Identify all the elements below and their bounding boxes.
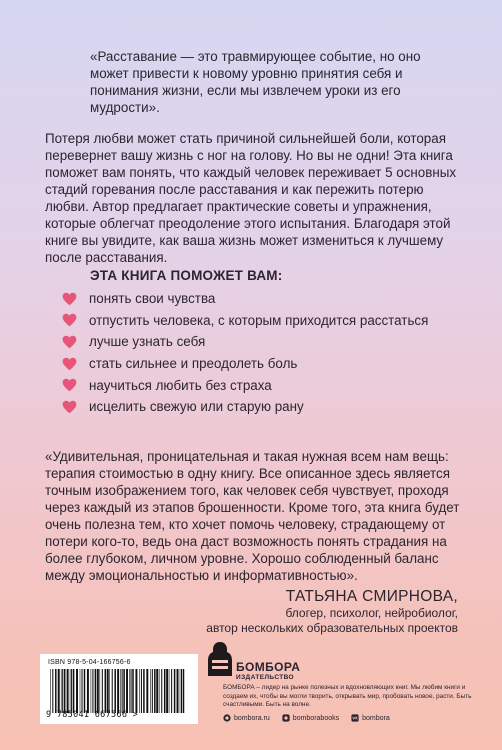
- benefit-text: лучше узнать себя: [89, 334, 206, 350]
- review-author: ТАТЬЯНА СМИРНОВА,: [285, 588, 458, 605]
- top-quote: «Расставание — это травмирующее событие, но оно может привести к новому уровню принятия себя и понимания жизни, если мы извлечем уроки из его мудрости».: [90, 49, 421, 115]
- barcode-bar: [80, 669, 81, 713]
- barcode-bar: [61, 669, 62, 713]
- author-role-line-1: блогер, психолог, нейробиолог,: [285, 606, 458, 620]
- barcode-bar: [58, 669, 60, 713]
- barcode-bar: [109, 669, 110, 713]
- barcode-bar: [139, 669, 140, 713]
- barcode-bar: [112, 669, 113, 713]
- barcode-bar: [105, 669, 107, 713]
- barcode-bar: [50, 669, 51, 713]
- publisher-socials: [223, 714, 402, 722]
- barcode-bar: [166, 669, 168, 713]
- barcode-bar: [87, 669, 89, 713]
- barcode-bar: [159, 669, 160, 713]
- barcode-bar: [76, 669, 78, 713]
- barcode-bar: [91, 669, 92, 713]
- instagram-icon: [282, 714, 290, 722]
- barcode-bar: [131, 669, 132, 713]
- barcode-image: [48, 669, 188, 713]
- barcode-bar: [177, 669, 179, 713]
- publisher-description: БОМБОРА – лидер на рынке полезных и вдохновляющих книг. Мы любим книги и создаем их, чтобы вы могли творить, открывать мир, пробовать новое, расти. Быть счастливыми. Быть на волне.: [223, 684, 472, 708]
- barcode-bar: [71, 669, 72, 713]
- publisher-name: БОМБОРА: [236, 660, 301, 674]
- book-description: Потеря любви может стать причиной сильнейшей боли, которая перевернет вашу жизнь с ног на голову. Но вы не одни! Эта книга поможет вам понять, что каждый человек переживает 5 основных стадий горевания после расставания и как пережить потерю любви. Автор предлагает практические советы и упражнения, которые облегчат преодоление этого испытания. Благодаря этой книге вы увидите, как ваша жизнь может измениться к лучшему после расставания.: [45, 131, 457, 265]
- globe-icon: [223, 714, 231, 722]
- benefits-title: ЭТА КНИГА ПОМОЖЕТ ВАМ:: [90, 268, 283, 283]
- social-vk: bombora: [351, 714, 390, 722]
- bombora-logo-icon: [207, 641, 233, 677]
- heart-icon: [62, 378, 77, 392]
- benefit-text: научиться любить без страха: [89, 377, 272, 393]
- barcode-bar: [122, 669, 123, 713]
- barcode-bar: [92, 669, 93, 713]
- barcode-bar: [82, 669, 83, 713]
- barcode-bar: [180, 669, 181, 713]
- barcode-bar: [152, 669, 153, 713]
- barcode-bar: [146, 669, 148, 713]
- barcode-bar: [97, 669, 99, 713]
- list-item: [62, 353, 482, 375]
- barcode-bar: [156, 669, 158, 713]
- heart-icon: [62, 313, 77, 327]
- author-role-line-2: автор нескольких образовательных проектов: [206, 621, 458, 635]
- barcode-bar: [135, 669, 137, 713]
- barcode-bar: [55, 669, 57, 713]
- barcode-bar: [120, 669, 121, 713]
- isbn-label: ISBN 978-5-04-166756-6: [48, 659, 131, 666]
- list-item: [62, 396, 482, 418]
- barcode-bar: [84, 669, 86, 713]
- barcode-bar: [123, 669, 125, 713]
- heart-icon: [62, 357, 77, 371]
- heart-icon: [62, 335, 77, 349]
- benefit-text: исцелить свежую или старую рану: [89, 399, 304, 415]
- barcode-bar: [73, 669, 75, 713]
- barcode-bar: [114, 669, 116, 713]
- publisher-subtitle: ИЗДАТЕЛЬСТВО: [236, 674, 295, 681]
- barcode-bar: [129, 669, 130, 713]
- barcode-digits: 9 785041 667566 >: [46, 710, 139, 720]
- barcode-bar: [102, 669, 103, 713]
- list-item: [62, 288, 482, 310]
- barcode-bar: [64, 669, 65, 713]
- barcode-bar: [117, 669, 119, 713]
- barcode-bar: [150, 669, 151, 713]
- benefit-text: стать сильнее и преодолеть боль: [89, 356, 298, 372]
- barcode-bar: [52, 669, 53, 713]
- barcode-bar: [154, 669, 156, 713]
- review-quote: «Удивительная, проницательная и такая нужная всем нам вещь: терапия стоимостью в одну книгу. Все описанное здесь является точным изображением того, как человек себя чувствует, проходя через каждый из этапов брошенности. Кроме того, эта книга будет очень полезна тем, кто хочет помочь человеку, страдающему от потери кого-то, ведь она даст возможность понять страдания на более глубоком, личном уровне. Хорошо соблюденный баланс между эмоциональностью и информативностью».: [45, 449, 460, 583]
- social-website: bombora.ru: [223, 714, 270, 722]
- benefit-text: отпустить человека, с которым приходится расстаться: [89, 312, 429, 328]
- isbn-barcode-block: [40, 654, 198, 724]
- barcode-bar: [126, 669, 128, 713]
- barcode-bar: [174, 669, 176, 713]
- barcode-bar: [143, 669, 145, 713]
- benefit-text: понять свои чувства: [89, 291, 216, 307]
- barcode-bar: [100, 669, 101, 713]
- barcode-bar: [67, 669, 69, 713]
- vk-icon: [351, 714, 359, 722]
- heart-icon: [62, 292, 77, 306]
- social-instagram: bomborabooks: [282, 714, 339, 722]
- barcode-bar: [62, 669, 63, 713]
- barcode-bar: [107, 669, 109, 713]
- list-item: [62, 331, 482, 353]
- barcode-bar: [141, 669, 142, 713]
- barcode-bar: [132, 669, 134, 713]
- list-item: [62, 310, 482, 332]
- barcode-bar: [70, 669, 71, 713]
- barcode-bar: [95, 669, 97, 713]
- barcode-bar: [161, 669, 162, 713]
- barcode-bar: [183, 669, 185, 713]
- barcode-bar: [164, 669, 166, 713]
- barcode-bar: [171, 669, 172, 713]
- barcode-bar: [169, 669, 170, 713]
- heart-icon: [62, 400, 77, 414]
- list-item: [62, 374, 482, 396]
- barcode-bar: [181, 669, 182, 713]
- benefits-list: [62, 288, 482, 418]
